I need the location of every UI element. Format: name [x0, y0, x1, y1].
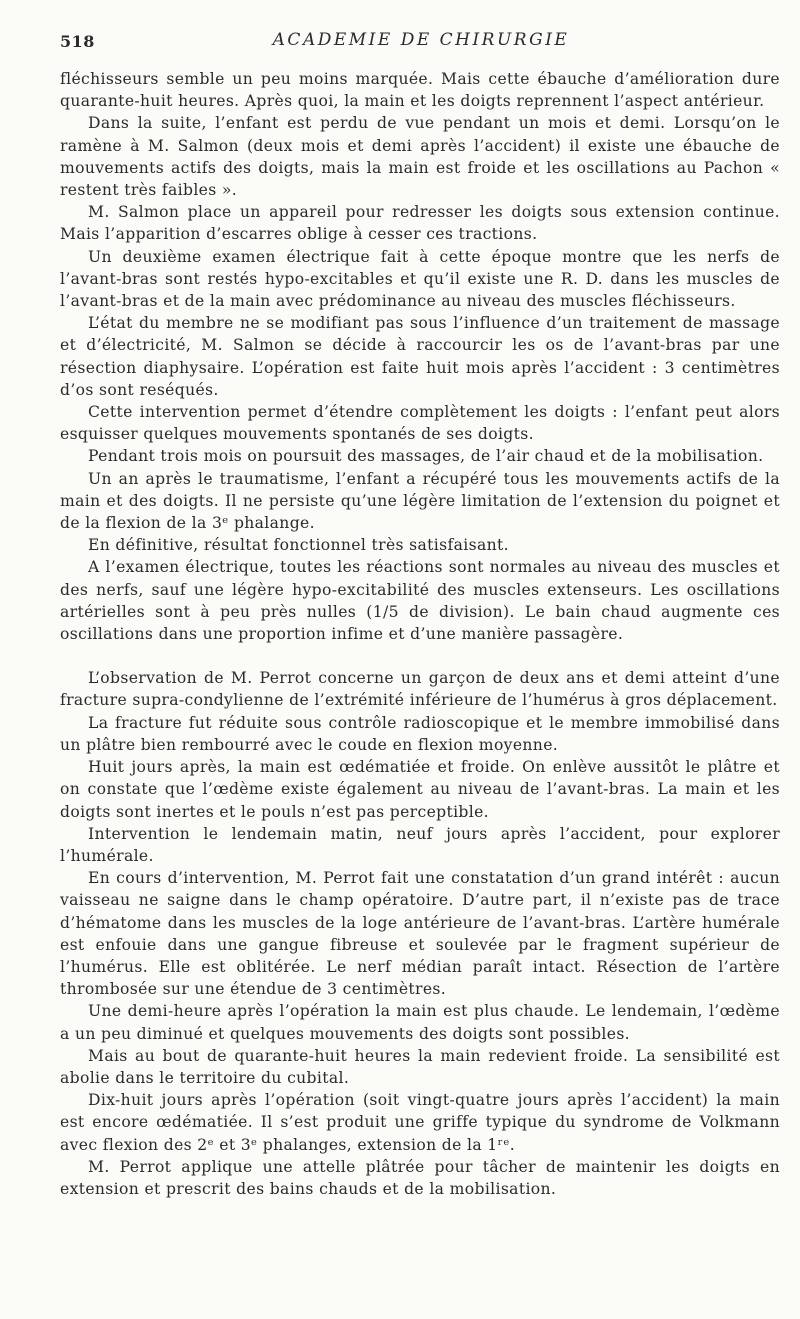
paragraph: Un an après le traumatisme, l’enfant a récupéré tous les mouvements actifs de la main et des doigts. Il ne persiste qu’une légère limitation de l’extension du poignet et de la flexion de la 3ᵉ phalange. — [60, 469, 780, 533]
running-title: ACADEMIE DE CHIRURGIE — [272, 30, 570, 50]
paragraph: L’état du membre ne se modifiant pas sous l’influence d’un traitement de massage et d’électricité, M. Salmon se décide à raccourcir les os de l’avant-bras par une résection diaphysaire. L’opération est faite huit mois après l’accident : 3 centimètres d’os sont reséqués. — [60, 314, 780, 399]
paragraph: En définitive, résultat fonctionnel très satisfaisant. — [88, 536, 509, 555]
page-header — [60, 28, 782, 54]
paragraph: Intervention le lendemain matin, neuf jours après l’accident, pour explorer l’humérale. — [60, 824, 780, 865]
section-gap — [60, 645, 780, 667]
paragraph: Dans la suite, l’enfant est perdu de vue pendant un mois et demi. Lorsqu’on le ramène à M. Salmon (deux mois et demi après l’accident) il existe une ébauche de mouvements actifs des doigts, mais la main est froide et les oscillations au Pachon « restent très faibles ». — [60, 114, 780, 200]
paragraph: Un deuxième examen électrique fait à cette époque montre que les nerfs de l’avant-bras sont restés hypo-excitables et qu’il existe une R. D. dans les muscles de l’avant-bras et de la main avec prédominance au niveau des muscles fléchisseurs. — [60, 247, 780, 311]
paragraph: Huit jours après, la main est œdématiée et froide. On enlève aussitôt le plâtre et on constate que l’œdème existe également au niveau de l’avant-bras. La main et les doigts sont inertes et le pouls n’est pas perceptible. — [60, 758, 780, 821]
paragraph: Mais au bout de quarante-huit heures la main redevient froide. La sensibilité est abolie dans le territoire du cubital. — [60, 1046, 780, 1087]
paragraph: Cette intervention permet d’étendre complètement les doigts : l’enfant peut alors esquisser quelques mouvements spontanés de ses doigts. — [60, 403, 780, 444]
paragraph: La fracture fut réduite sous contrôle radioscopique et le membre immobilisé dans un plâtre bien rembourré avec le coude en flexion moyenne. — [60, 713, 780, 754]
paragraph: Une demi-heure après l’opération la main est plus chaude. Le lendemain, l’œdème a un peu diminué et quelques mouvements des doigts sont possibles. — [60, 1002, 780, 1043]
page-number: 518 — [60, 32, 95, 51]
paragraph: En cours d’intervention, M. Perrot fait une constatation d’un grand intérêt : aucun vaisseau ne saigne dans le champ opératoire. D’autre part, il n’existe pas de trace d’hématome dans les muscles de la loge antérieure de l’avant-bras. L’artère humérale est enfouie dans une gangue fibreuse et soulevée par le fragment supérieur de l’humérus. Elle est oblitérée. Le nerf médian paraît intact. Résection de l’artère thrombosée sur une étendue de 3 centimètres. — [60, 869, 780, 999]
paragraph: Pendant trois mois on poursuit des massages, de l’air chaud et de la mobilisation. — [88, 447, 764, 466]
paragraph: A l’examen électrique, toutes les réactions sont normales au niveau des muscles et des nerfs, sauf une légère hypo-excitabilité des muscles extenseurs. Les oscillations artérielles sont à peu près nulles (1/5 de division). Le bain chaud augmente ces oscillations dans une proportion infime et d’une manière passagère. — [60, 558, 780, 644]
paragraph: L’observation de M. Perrot concerne un garçon de deux ans et demi atteint d’une fracture supra-condylienne de l’extrémité inférieure de l’humérus à gros déplacement. — [60, 669, 780, 710]
body-text — [60, 68, 780, 1200]
paragraph: M. Perrot applique une attelle plâtrée pour tâcher de maintenir les doigts en extension et prescrit des bains chauds et de la mobilisation. — [60, 1157, 780, 1198]
paragraph: Dix-huit jours après l’opération (soit vingt-quatre jours après l’accident) la main est encore œdématiée. Il s’est produit une griffe typique du syndrome de Volkmann avec flexion des 2ᵉ et 3ᵉ phalanges, extension de la 1ʳᵉ. — [60, 1091, 780, 1154]
paragraph: M. Salmon place un appareil pour redresser les doigts sous extension continue. Mais l’apparition d’escarres oblige à cesser ces tractions. — [60, 203, 780, 244]
paragraph: fléchisseurs semble un peu moins marquée. Mais cette ébauche d’amélioration dure quarante-huit heures. Après quoi, la main et les doigts reprennent l’aspect antérieur. — [60, 70, 780, 111]
